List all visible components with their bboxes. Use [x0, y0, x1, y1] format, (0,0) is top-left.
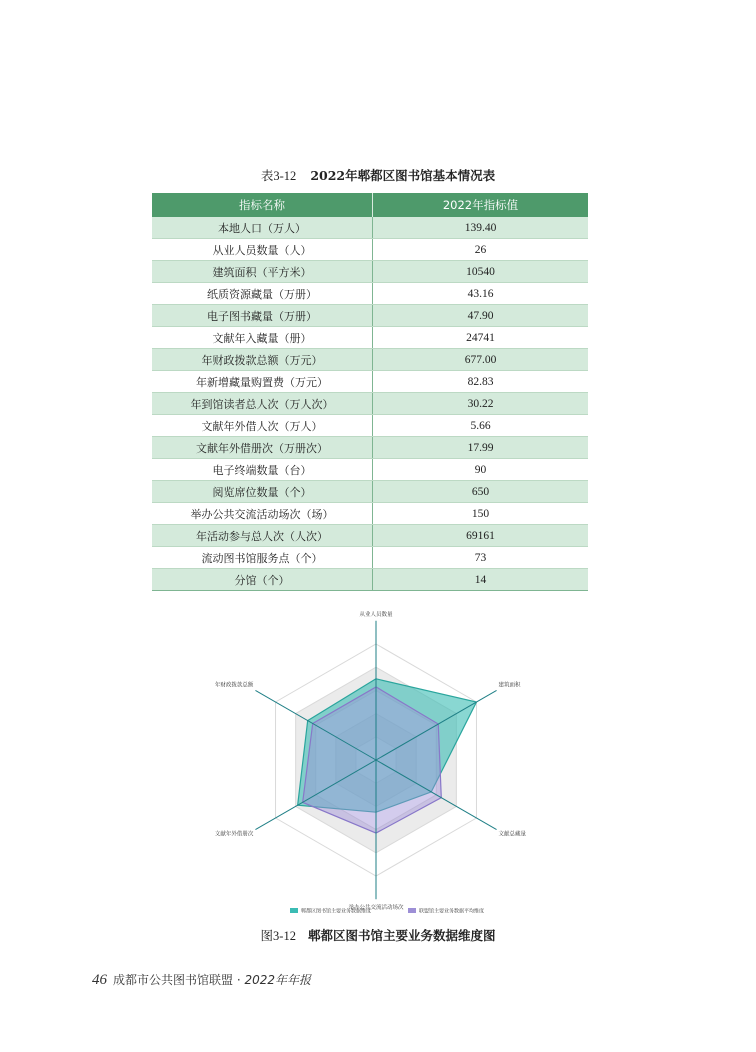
column-header-value: 2022年指标值: [373, 193, 589, 217]
table-row: [152, 503, 588, 525]
figure-caption-title: 郫都区图书馆主要业务数据维度图: [307, 928, 496, 943]
page-footer: [92, 971, 311, 989]
indicator-name-cell: 文献年外借册次（万册次）: [152, 437, 373, 459]
indicator-name-cell: 年活动参与总人次（人次）: [152, 525, 373, 547]
indicator-name-cell: 建筑面积（平方米）: [152, 261, 373, 283]
indicator-value-cell: 24741: [373, 327, 589, 349]
table-row: [152, 525, 588, 547]
radar-axis-label: 建筑面积: [498, 682, 521, 689]
indicator-name-cell: 年财政拨款总额（万元）: [152, 349, 373, 371]
table-row: [152, 415, 588, 437]
basic-info-table: [152, 193, 588, 591]
indicator-name-cell: 流动图书馆服务点（个）: [152, 547, 373, 569]
indicator-value-cell: 43.16: [373, 283, 589, 305]
publication-name: 成都市公共图书馆联盟 ·: [113, 973, 245, 987]
table-body: [152, 217, 588, 591]
table-caption: [0, 166, 756, 184]
table-row: [152, 349, 588, 371]
indicator-value-cell: 10540: [373, 261, 589, 283]
table-row: [152, 327, 588, 349]
report-year: 2022年年报: [244, 973, 311, 987]
radar-axis-label: 从业人员数量: [359, 611, 393, 618]
radar-axis-label: 年财政拨款总额: [214, 682, 254, 689]
indicator-value-cell: 650: [373, 481, 589, 503]
indicator-value-cell: 30.22: [373, 393, 589, 415]
indicator-name-cell: 举办公共交流活动场次（场）: [152, 503, 373, 525]
indicator-name-cell: 年新增藏量购置费（万元）: [152, 371, 373, 393]
legend-label: 联盟馆主要业务数据平均维度: [419, 908, 485, 915]
radar-axis-label: 举办公共交流活动场次: [348, 905, 404, 912]
indicator-value-cell: 139.40: [373, 217, 589, 239]
table-row: [152, 371, 588, 393]
table-row: [152, 239, 588, 261]
indicator-name-cell: 电子终端数量（台）: [152, 459, 373, 481]
radar-chart: [200, 611, 556, 920]
table-row: [152, 459, 588, 481]
table-caption-number: 表3-12: [260, 169, 297, 183]
table-row: [152, 437, 588, 459]
indicator-value-cell: 47.90: [373, 305, 589, 327]
table-row: [152, 481, 588, 503]
indicator-value-cell: 150: [373, 503, 589, 525]
legend-label: 郫都区图书馆主要业务数据维度: [301, 908, 372, 915]
indicator-name-cell: 电子图书藏量（万册）: [152, 305, 373, 327]
indicator-name-cell: 阅览席位数量（个）: [152, 481, 373, 503]
indicator-value-cell: 17.99: [373, 437, 589, 459]
indicator-value-cell: 82.83: [373, 371, 589, 393]
indicator-name-cell: 文献年入藏量（册）: [152, 327, 373, 349]
radar-axis-label: 文献总藏量: [498, 831, 527, 838]
indicator-name-cell: 本地人口（万人）: [152, 217, 373, 239]
page-number: 46: [92, 972, 107, 988]
table-row: [152, 569, 588, 591]
indicator-value-cell: 5.66: [373, 415, 589, 437]
radar-axis-label: 文献年外借册次: [214, 831, 254, 838]
column-header-indicator: 指标名称: [152, 193, 373, 217]
figure-caption: [0, 926, 756, 944]
indicator-value-cell: 90: [373, 459, 589, 481]
indicator-name-cell: 从业人员数量（人）: [152, 239, 373, 261]
legend-swatch: [290, 908, 298, 913]
table-row: [152, 283, 588, 305]
table-row: [152, 305, 588, 327]
indicator-value-cell: 677.00: [373, 349, 589, 371]
figure-caption-number: 图3-12: [260, 929, 296, 943]
legend-swatch: [408, 908, 416, 913]
indicator-name-cell: 分馆（个）: [152, 569, 373, 591]
table-row: [152, 261, 588, 283]
indicator-name-cell: 纸质资源藏量（万册）: [152, 283, 373, 305]
indicator-value-cell: 14: [373, 569, 589, 591]
table-row: [152, 547, 588, 569]
table-row: [152, 393, 588, 415]
indicator-value-cell: 69161: [373, 525, 589, 547]
indicator-name-cell: 年到馆读者总人次（万人次）: [152, 393, 373, 415]
indicator-value-cell: 73: [373, 547, 589, 569]
table-caption-title: 2022年郫都区图书馆基本情况表: [310, 168, 496, 183]
table-row: [152, 217, 588, 239]
indicator-value-cell: 26: [373, 239, 589, 261]
table-header-row: [152, 193, 588, 217]
indicator-name-cell: 文献年外借人次（万人）: [152, 415, 373, 437]
